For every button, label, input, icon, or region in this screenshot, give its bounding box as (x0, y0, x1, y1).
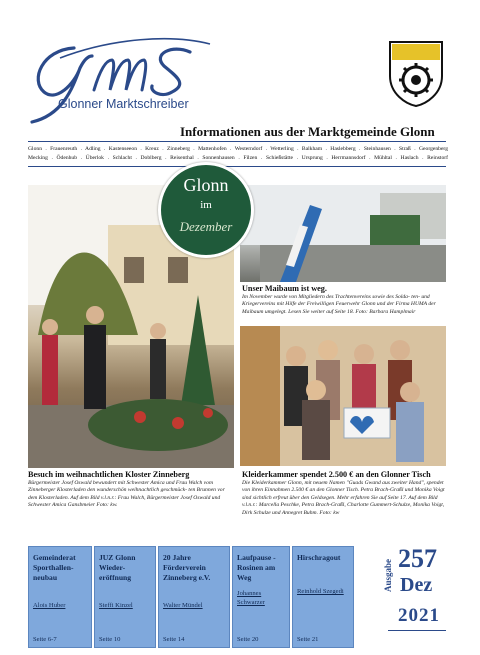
teaser-page: Seite 14 (163, 636, 185, 643)
teaser-box-gemeinderat[interactable] (28, 546, 92, 648)
badge-line-2: im (200, 199, 212, 211)
photo-kleiderkammer (240, 326, 446, 466)
issue-label: Ausgabe (383, 558, 393, 592)
header-rule-bottom (28, 166, 446, 167)
teaser-author-link[interactable]: Alois Huber (33, 602, 66, 609)
teaser-title: JUZ Glonn Wieder- eröffnung (99, 553, 136, 582)
kloster-text: Bürgermeister Josef Oswald bewundert mit Schwester Amica und Frau Walch vom Zinneberger Klosterladen den wunderschön weihnachtlich geschmück- ten Brunnen vor dem Klosterladen. Auf dem Bild v.l.n.r.: Frau Walch, Bürgermeister Josef Oswald und Schwester Amica Gansbmeier Foto: kw. (28, 480, 225, 509)
magazine-title: Glonner Marktschreiber (58, 97, 189, 111)
issue-rule (388, 630, 446, 631)
teaser-author-link[interactable]: Steffi Kinzel (99, 602, 133, 609)
teaser-box-hirschragout[interactable] (292, 546, 354, 648)
issue-month: Dez (400, 574, 433, 596)
villages-line-2: Mecking . Ödenhub . Überlok . Schlacht . Doblberg . Reisenthal . Sonnenhausen . Filzen . Schießstätte . Ursprung . Herrmannsdorf . Mühltal . Haslach . Reinstorf (28, 154, 448, 161)
teaser-title: 20 Jahre Förderverein Zinneberg e.V. (163, 553, 211, 582)
maibaum-scene-illustration (240, 185, 446, 282)
teaser-page: Seite 10 (99, 636, 121, 643)
teaser-author-link[interactable]: Walter Mündel (163, 602, 203, 609)
coat-of-arms-icon (386, 36, 446, 108)
badge-line-1: Glonn (183, 175, 229, 195)
kleiderkammer-title: Kleiderkammer spendet 2.500 € an den Glonner Tisch (242, 470, 431, 479)
teaser-author-link[interactable]: Reinhold Szegedi (297, 588, 344, 595)
teaser-title: Gemeinderat Sporthallen- neubau (33, 553, 76, 582)
kleiderkammer-scene-illustration (240, 326, 446, 466)
issue-number: 257 (398, 544, 437, 573)
kleiderkammer-text: Die Kleiderkammer Glonn, mit neuem Namen "Guads Gwand aus zweiter Hand", spendet von ihren Einnahmen 2.500 € an den Glonner Tisch. Petra Brach-Graßl und Monika Voigt sind sichtlich erfreut über den Geldsegen. Mehr erfahren Sie auf Seite 17. Auf dem Bild v.l.n.r.: Marcella Peschke, Petra Brach-Graßl, Charlotte Gummert-Schulze, Monika Voigt, Dirk Schulze und Annegret Buhm. Foto: kw (242, 480, 445, 516)
teaser-page: Seite 6-7 (33, 636, 57, 643)
teaser-page: Seite 20 (237, 636, 259, 643)
teaser-author-link[interactable]: Johannes Schwarzer (237, 590, 265, 606)
header-rule-top (28, 141, 446, 142)
glonn-im-dezember-badge (158, 162, 254, 258)
villages-list (28, 145, 448, 162)
villages-line-1: Glonn . Frauenreuth . Adling . Kastenseeon . Kreuz . Zinneberg . Mattenhofen . Westerndorf . Wetterling . Balkham . Haslebberg . Steinhausen . Straß . Georgenberg (28, 146, 448, 152)
photo-maibaum (240, 185, 446, 282)
teaser-box-juz[interactable] (94, 546, 156, 648)
info-title: Informationen aus der Marktgemeinde Glonn (180, 124, 435, 139)
maibaum-title: Unser Maibaum ist weg. (242, 284, 327, 293)
badge-line-3: Dezember (179, 219, 233, 234)
teaser-title: Laufpause - Rosinen am Weg (237, 553, 276, 582)
teaser-box-laufpause[interactable] (232, 546, 290, 648)
teaser-title: Hirschragout (297, 553, 341, 562)
issue-year: 2021 (398, 605, 440, 626)
maibaum-text: Im November wurde von Mitgliedern des Trachtenvereins sowie des Solda- ten- und Kriegervereins mit Hilfe der Freiwilligen Feuerwehr Glonn und der Firma HUMA der Maibaum umgelegt. Lesen Sie weiter auf Seite 18. Foto: Barbara Hamplmair (242, 294, 436, 315)
teaser-page: Seite 21 (297, 636, 319, 643)
kloster-title: Besuch im weihnachtlichen Kloster Zinneberg (28, 470, 190, 479)
teaser-box-foerderverein[interactable] (158, 546, 230, 648)
